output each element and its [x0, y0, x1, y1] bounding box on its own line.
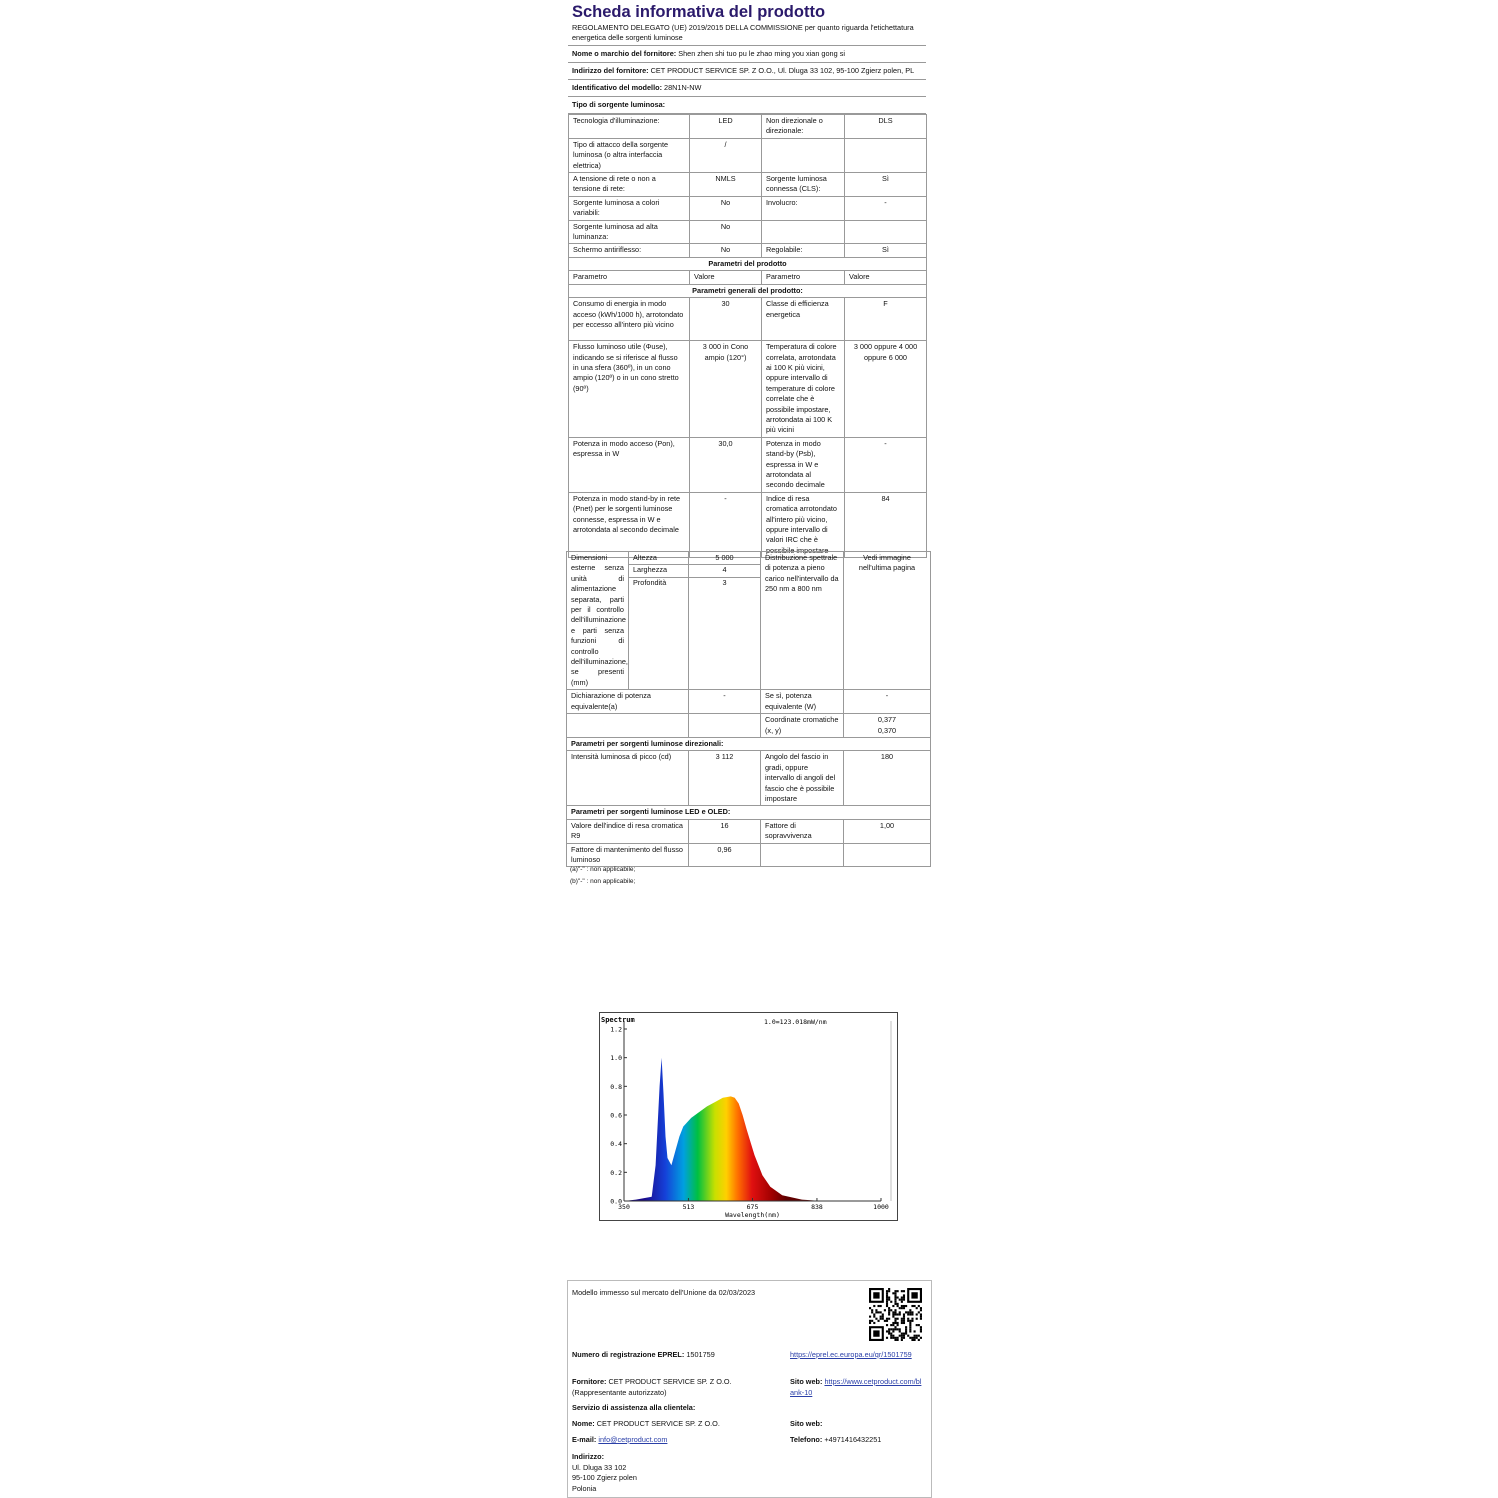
column-header: Parametro [569, 271, 690, 284]
chart-title: Spectrum [601, 1016, 635, 1024]
name-label: Nome: [572, 1419, 595, 1428]
column-header: Valore [845, 271, 927, 284]
product-table [568, 114, 927, 558]
section-title: Parametri del prodotto [569, 257, 927, 270]
dimensions-values [689, 552, 761, 690]
param-label: Potenza in modo acceso (Pon), espressa in W [569, 437, 690, 492]
product-sheet-part2 [566, 551, 930, 867]
param-label [761, 843, 844, 867]
eprel-card [567, 1280, 932, 1498]
section-title: Parametri generali del prodotto: [569, 284, 927, 297]
table-row [569, 244, 927, 257]
param-value: F [845, 298, 927, 341]
param-value: NMLS [690, 173, 762, 197]
param-label: Sorgente luminosa ad alta luminanza: [569, 220, 690, 244]
param-value: 30,0 [690, 437, 762, 492]
supplier-row-value: Shen zhen shi tuo pu le zhao ming you xian gong si [678, 49, 845, 58]
param-value: 1,00 [844, 819, 931, 843]
param-value: 30 [690, 298, 762, 341]
param-value [844, 843, 931, 867]
param-value: 0,96 [689, 843, 761, 867]
dimension-value: 3 [722, 577, 727, 587]
x-tick-label: 675 [746, 1203, 759, 1211]
address-line: Ul. Dluga 33 102 [572, 1462, 627, 1472]
param-label [762, 138, 845, 172]
dimension-key: Altezza [629, 553, 688, 565]
x-tick-label: 838 [811, 1203, 823, 1211]
param-label: Potenza in modo stand-by (Psb), espressa in W e arrotondata al secondo decimale [762, 437, 845, 492]
param-label: Fattore di sopravvivenza [761, 819, 844, 843]
spectrum-chart [599, 1012, 898, 1221]
param-label: Coordinate cromatiche (x, y) [761, 714, 844, 738]
y-tick-label: 0.8 [610, 1082, 622, 1091]
param-label: Potenza in modo stand-by in rete (Pnet) per le sorgenti luminose connesse, espressa in W e arrotondata al secondo decimale [569, 492, 690, 557]
param-value [845, 220, 927, 244]
param-value: No [690, 196, 762, 220]
dimension-key: Larghezza [629, 565, 688, 577]
param-label: Regolabile: [762, 244, 845, 257]
param-label: Sorgente luminosa connessa (CLS): [762, 173, 845, 197]
param-label: A tensione di rete o non a tensione di rete: [569, 173, 690, 197]
param-label: Dichiarazione di potenza equivalente(a) [567, 690, 689, 714]
dimensions-table [566, 551, 931, 867]
table-row [569, 284, 927, 297]
dimension-value: 4 [689, 565, 760, 577]
column-header: Valore [690, 271, 762, 284]
site-label: Sito web: [790, 1377, 823, 1386]
x-tick-label: 513 [682, 1203, 695, 1211]
param-label: Schermo antiriflesso: [569, 244, 690, 257]
param-label: Tipo di attacco della sorgente luminosa (o altra interfaccia elettrica) [569, 138, 690, 172]
param-value [845, 138, 927, 172]
param-value: 3 112 [689, 751, 761, 806]
param-value: No [690, 244, 762, 257]
eprel-value: 1501759 [686, 1350, 715, 1359]
qr-code-icon[interactable] [869, 1288, 922, 1341]
param-label: Valore dell'indice di resa cromatica R9 [567, 819, 689, 843]
param-label: Consumo di energia in modo acceso (kWh/1000 h), arrotondato per eccesso all'intero più vicino [569, 298, 690, 341]
param-label [567, 714, 689, 738]
footnote-a: (a)"-" : non applicabile; [570, 866, 636, 873]
supplier-value: CET PRODUCT SERVICE SP. Z O.O. (Rappresentante autorizzato) [572, 1377, 732, 1397]
param-value [689, 714, 761, 738]
address-line: Polonia [572, 1483, 597, 1493]
supplier-row-label: Tipo di sorgente luminosa: [572, 100, 666, 109]
table-row [567, 690, 931, 714]
phone-value: +4971416432251 [824, 1435, 882, 1444]
footnotes [570, 864, 635, 888]
param-label: Fattore di mantenimento del flusso luminoso [567, 843, 689, 867]
y-tick-label: 0.6 [610, 1111, 622, 1120]
table-row [569, 115, 927, 139]
supplier-row-label: Identificativo del modello: [572, 83, 663, 92]
eprel-label: Numero di registrazione EPREL: [572, 1350, 685, 1359]
table-row [569, 492, 927, 557]
table-row [569, 298, 927, 341]
supplier-row [568, 80, 926, 97]
supplier-row [568, 97, 926, 114]
param-value: - [845, 437, 927, 492]
y-tick-label: 0.4 [610, 1140, 622, 1149]
param-label: Angolo del fascio in gradi, oppure intervallo di angoli del fascio che è possibile impostare [761, 751, 844, 806]
table-row [567, 751, 931, 806]
site2-label: Sito web: [790, 1419, 823, 1428]
email-label: E-mail: [572, 1435, 597, 1444]
param-value: - [689, 690, 761, 714]
table-row [567, 806, 931, 819]
param-value: 180 [844, 751, 931, 806]
param-value: - [690, 492, 762, 557]
param-label: Sorgente luminosa a colori variabili: [569, 196, 690, 220]
site-link[interactable]: https://www.cetproduct.com/blank-10 [790, 1377, 922, 1397]
param-label: Indice di resa cromatica arrotondato all'intero più vicino, oppure intervallo di valori IRC che è possibile impostare [762, 492, 845, 557]
dimensions-keys [629, 552, 689, 690]
param-label [762, 220, 845, 244]
param-value: 0,377 0,370 [844, 714, 931, 738]
regulation-text: REGOLAMENTO DELEGATO (UE) 2019/2015 DELLA COMMISSIONE per quanto riguarda l'etichettatura energetica delle sorgenti luminose [568, 23, 926, 46]
x-axis-label: Wavelength(nm) [725, 1211, 780, 1219]
supplier-label: Fornitore: [572, 1377, 607, 1386]
section-title: Parametri per sorgenti luminose direzionali: [567, 737, 931, 750]
param-value: Sì [845, 244, 927, 257]
address-label: Indirizzo: [572, 1452, 605, 1461]
supplier-row-label: Indirizzo del fornitore: [572, 66, 649, 75]
table-row [569, 220, 927, 244]
table-row [569, 173, 927, 197]
param-value: DLS [845, 115, 927, 139]
param-value: 3 000 in Cono ampio (120°) [690, 341, 762, 438]
service-title: Servizio di assistenza alla clientela: [572, 1403, 696, 1412]
param-label: Se sì, potenza equivalente (W) [761, 690, 844, 714]
table-row [569, 437, 927, 492]
param-label: Non direzionale o direzionale: [762, 115, 845, 139]
market-date: Modello immesso sul mercato dell'Unione da 02/03/2023 [572, 1288, 756, 1297]
dimensions-label: Dimensioni esterne senza unità di alimentazione separata, parti per il controllo dell'illuminazione e parti senza funzioni di controllo dell'illuminazione, se presenti (mm) [567, 552, 629, 690]
supplier-row-value: 28N1N-NW [664, 83, 702, 92]
param-value: / [690, 138, 762, 172]
email-link[interactable]: info@cetproduct.com [598, 1435, 668, 1444]
supplier-row-value: CET PRODUCT SERVICE SP. Z O.O., Ul. Dluga 33 102, 95-100 Zgierz polen, PL [650, 66, 915, 75]
section-title: Parametri per sorgenti luminose LED e OLED: [567, 806, 931, 819]
param-value: 3 000 oppure 4 000 oppure 6 000 [845, 341, 927, 438]
param-label: Flusso luminoso utile (Φuse), indicando se si riferisce al flusso in una sfera (360º), in un cono ampio (120º) o in un cono stretto (90º) [569, 341, 690, 438]
param-value: 16 [689, 819, 761, 843]
param-value: No [690, 220, 762, 244]
supplier-row [568, 46, 926, 63]
supplier-row [568, 63, 926, 80]
name-value: CET PRODUCT SERVICE SP. Z O.O. [596, 1419, 720, 1428]
x-tick-label: 1000 [873, 1203, 889, 1211]
chart-annotation: 1.0=123.018mW/nm [764, 1018, 827, 1026]
table-row [569, 257, 927, 270]
table-row [569, 196, 927, 220]
x-tick-label: 350 [618, 1203, 630, 1211]
param-label: Tecnologia d'illuminazione: [569, 115, 690, 139]
y-tick-label: 1.2 [610, 1025, 622, 1034]
spd-value: Vedi immagine nell'ultima pagina [844, 552, 931, 690]
spd-label: Distribuzione spettrale di potenza a pieno carico nell'intervallo da 250 nm a 800 nm [761, 552, 844, 690]
y-tick-label: 0.2 [610, 1168, 622, 1177]
param-label: Temperatura di colore correlata, arrotondata ai 100 K più vicini, oppure intervallo di temperature di colore correlate che è possibile impostare, arrotondata ai 100 K più vicini [762, 341, 845, 438]
y-tick-label: 0.0 [610, 1197, 622, 1206]
column-header: Parametro [762, 271, 845, 284]
param-value: - [844, 690, 931, 714]
param-value: 84 [845, 492, 927, 557]
spectrum-svg [599, 1012, 898, 1221]
dimensions-row [567, 552, 931, 690]
y-tick-label: 1.0 [610, 1054, 622, 1063]
phone-label: Telefono: [790, 1435, 823, 1444]
product-sheet [568, 0, 926, 558]
param-label: Classe di efficienza energetica [762, 298, 845, 341]
footnote-b: (b)"-" : non applicabile; [570, 878, 636, 885]
param-label: Involucro: [762, 196, 845, 220]
param-label: Intensità luminosa di picco (cd) [567, 751, 689, 806]
table-row [567, 737, 931, 750]
table-row [569, 271, 927, 284]
table-row [569, 138, 927, 172]
table-row [569, 341, 927, 438]
supplier-row-label: Nome o marchio del fornitore: [572, 49, 677, 58]
eprel-link[interactable]: https://eprel.ec.europa.eu/qr/1501759 [790, 1350, 912, 1359]
param-value: - [845, 196, 927, 220]
table-row [567, 819, 931, 843]
table-row [567, 714, 931, 738]
dimension-value: 5 000 [689, 553, 760, 565]
page-title: Scheda informativa del prodotto [572, 3, 826, 21]
dimension-key: Profondità [633, 577, 667, 587]
address-line: 95-100 Zgierz polen [572, 1473, 637, 1482]
param-value: Sì [845, 173, 927, 197]
param-value: LED [690, 115, 762, 139]
